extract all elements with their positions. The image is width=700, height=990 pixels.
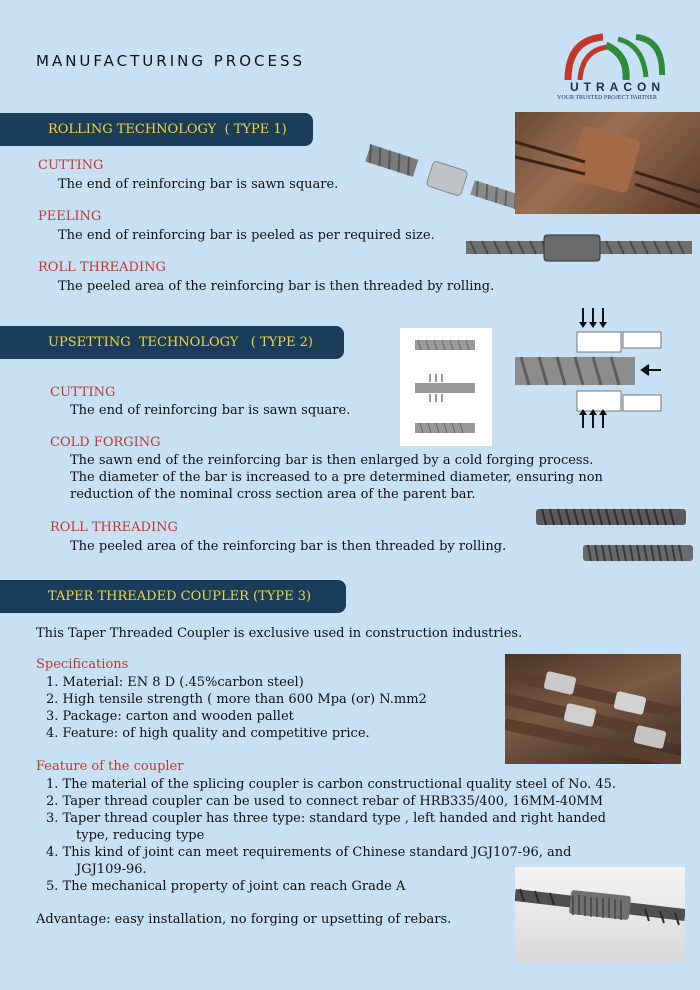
cutting-rebar-image (358, 142, 538, 222)
type3-intro: This Taper Threaded Coupler is exclusive used in construction industries. (36, 626, 523, 641)
type1-cutting-heading: CUTTING (38, 158, 104, 173)
feature-item-1: 1. The material of the splicing coupler is carbon constructional quality steel of No. 45. (46, 777, 617, 792)
type2-cutting-heading: CUTTING (50, 385, 116, 400)
type2-forging-heading: COLD FORGING (50, 435, 161, 450)
feature-item-4-cont: JGJ109-96. (76, 862, 147, 877)
cold-forging-diagram (515, 305, 663, 430)
feature-item-4: 4. This kind of joint can meet requirements of Chinese standard JGJ107-96, and (46, 845, 572, 860)
type2-rollthread-text: The peeled area of the reinforcing bar is then threaded by rolling. (70, 539, 507, 554)
feature-item-2: 2. Taper thread coupler can be used to connect rebar of HRB335/400, 16MM-40MM (46, 794, 604, 809)
type1-rollthread-text: The peeled area of the reinforcing bar is then threaded by rolling. (58, 279, 495, 294)
logo-name: UTRACON (570, 80, 665, 94)
type1-rollthread-heading: ROLL THREADING (38, 260, 166, 275)
specifications-heading: Specifications (36, 657, 129, 672)
threaded-bar-image-2 (583, 540, 693, 566)
peeled-bar-coupler-image (466, 232, 692, 264)
feature-item-5: 5. The mechanical property of joint can reach Grade A (46, 879, 406, 894)
spec-item-1: 1. Material: EN 8 D (.45%carbon steel) (46, 675, 304, 690)
coupler-joint-photo (515, 867, 685, 962)
feature-item-3: 3. Taper thread coupler has three type: standard type , left handed and right handed (46, 811, 606, 826)
threaded-coupler-photo (515, 112, 700, 214)
type2-rollthread-heading: ROLL THREADING (50, 520, 178, 535)
threaded-bar-image-1 (536, 503, 686, 531)
type1-cutting-text: The end of reinforcing bar is sawn square. (58, 177, 339, 192)
spec-item-2: 2. High tensile strength ( more than 600 Mpa (or) N.mm2 (46, 692, 427, 707)
type3-banner: TAPER THREADED COUPLER (TYPE 3) (0, 580, 346, 613)
type2-forging-line-1: The sawn end of the reinforcing bar is then enlarged by a cold forging process. (70, 453, 594, 468)
type2-forging-line-3: reduction of the nominal cross section area of the parent bar. (70, 487, 476, 502)
feature-item-3-cont: type, reducing type (76, 828, 205, 843)
type2-cutting-text: The end of reinforcing bar is sawn square. (70, 403, 351, 418)
logo-tagline: YOUR TRUSTED PROJECT PARTNER (557, 95, 658, 101)
feature-heading: Feature of the coupler (36, 759, 184, 774)
type1-peeling-text: The end of reinforcing bar is peeled as per required size. (58, 228, 435, 243)
type2-banner: UPSETTING TECHNOLOGY ( TYPE 2) (0, 326, 344, 359)
upsetting-steps-diagram (400, 328, 492, 446)
type1-peeling-heading: PEELING (38, 209, 102, 224)
advantage-text: Advantage: easy installation, no forging or upsetting of rebars. (36, 912, 452, 927)
taper-couplers-photo (505, 654, 681, 764)
spec-item-3: 3. Package: carton and wooden pallet (46, 709, 294, 724)
type1-banner: ROLLING TECHNOLOGY ( TYPE 1) (0, 113, 313, 146)
spec-item-4: 4. Feature: of high quality and competitive price. (46, 726, 370, 741)
type2-forging-line-2: The diameter of the bar is increased to a pre determined diameter, ensuring non (70, 470, 603, 485)
page-title: MANUFACTURING PROCESS (36, 52, 305, 70)
